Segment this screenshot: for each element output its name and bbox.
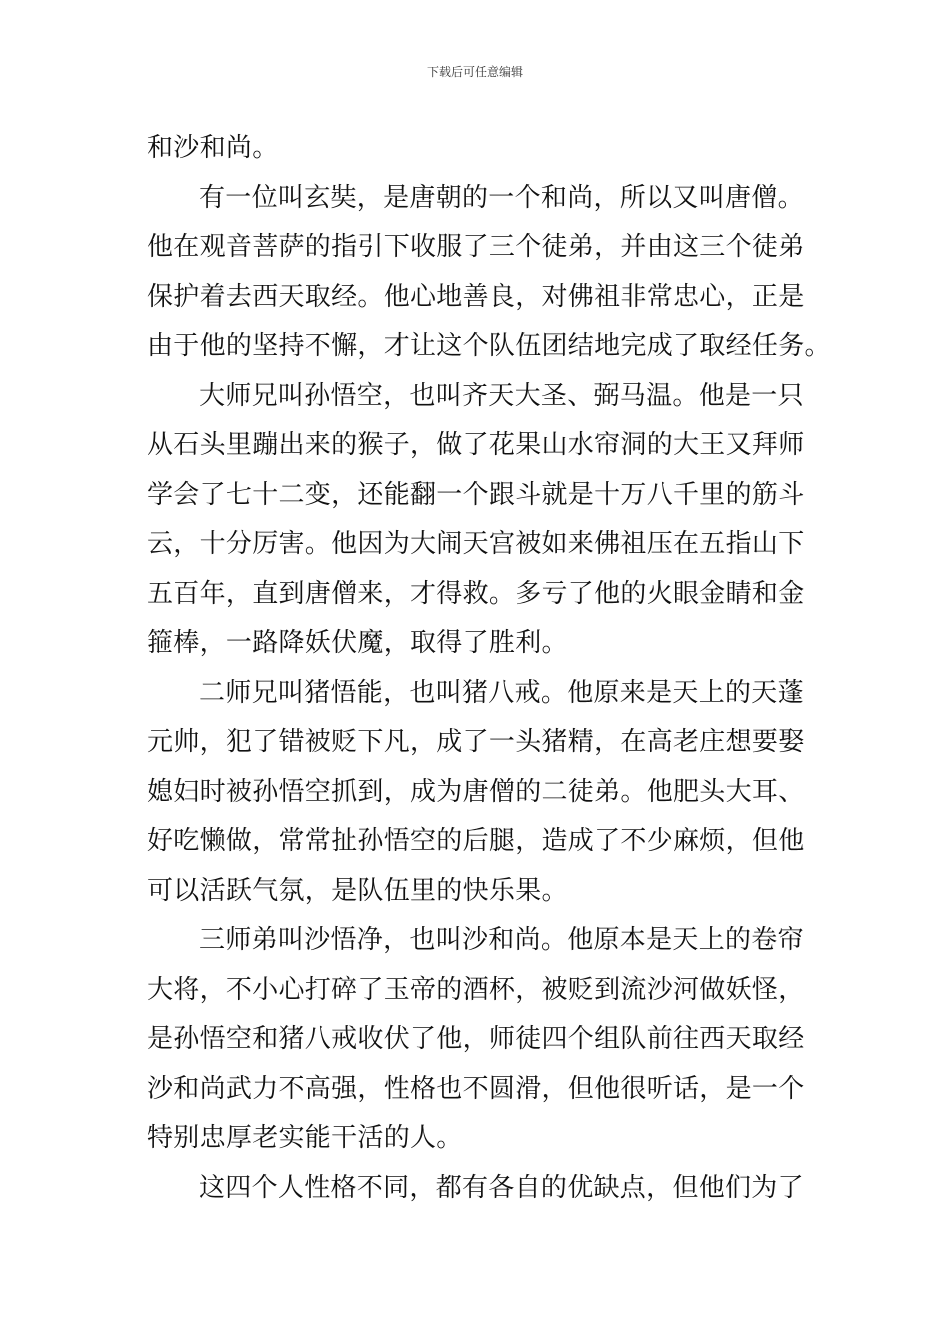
text-line: 特别忠厚老实能干活的人。 [147, 1123, 463, 1153]
text-line: 大将，不小心打碎了玉帝的酒杯，被贬到流沙河做妖怪， [147, 974, 805, 1005]
text-line: 可以活跃气氛，是队伍里的快乐果。 [147, 875, 568, 906]
text-line: 二师兄叫猪悟能，也叫猪八戒。他原来是天上的天蓬 [199, 677, 804, 708]
text-line: 这四个人性格不同，都有各自的优缺点，但他们为了 [199, 1172, 804, 1203]
text-line: 从石头里蹦出来的猴子，做了花果山水帘洞的大王又拜师 [147, 430, 805, 460]
text-line: 有一位叫玄奘，是唐朝的一个和尚，所以又叫唐僧。 [199, 182, 804, 213]
text-line: 保护着去西天取经。他心地善良，对佛祖非常忠心，正是 [147, 281, 805, 312]
text-line: 云，十分厉害。他因为大闹天宫被如来佛祖压在五指山下 [147, 529, 805, 559]
page-header: 下载后可任意编辑 [426, 65, 523, 79]
paragraph [147, 372, 807, 669]
text-line: 媳妇时被孙悟空抓到，成为唐僧的二徒弟。他肥头大耳、 [147, 776, 805, 807]
body-text [147, 124, 831, 1213]
text-line: 和沙和尚。 [147, 133, 279, 163]
text-line: 好吃懒做，常常扯孙悟空的后腿，造成了不少麻烦，但他 [147, 826, 805, 856]
text-line: 学会了七十二变，还能翻一个跟斗就是十万八千里的筋斗 [147, 479, 805, 510]
paragraph [147, 916, 807, 1164]
text-line: 三师弟叫沙悟净，也叫沙和尚。他原本是天上的卷帘 [199, 925, 804, 955]
text-line: 元帅，犯了错被贬下凡，成了一头猪精，在高老庄想要娶 [147, 727, 805, 757]
text-line: 五百年，直到唐僧来，才得救。多亏了他的火眼金睛和金 [147, 578, 805, 609]
paragraph [147, 669, 807, 917]
text-line: 由于他的坚持不懈，才让这个队伍团结地完成了取经任务。 [147, 331, 831, 361]
text-line: 是孙悟空和猪八戒收伏了他，师徒四个组队前往西天取经 [147, 1024, 805, 1054]
paragraph [147, 124, 807, 174]
paragraph [147, 174, 831, 372]
text-line: 箍棒，一路降妖伏魔，取得了胜利。 [147, 628, 568, 658]
text-line: 大师兄叫孙悟空，也叫齐天大圣、弼马温。他是一只 [199, 380, 804, 411]
text-line: 沙和尚武力不高强，性格也不圆滑，但他很听话，是一个 [147, 1073, 805, 1104]
paragraph [147, 1164, 807, 1214]
text-line: 他在观音菩萨的指引下收服了三个徒弟，并由这三个徒弟 [147, 232, 805, 262]
